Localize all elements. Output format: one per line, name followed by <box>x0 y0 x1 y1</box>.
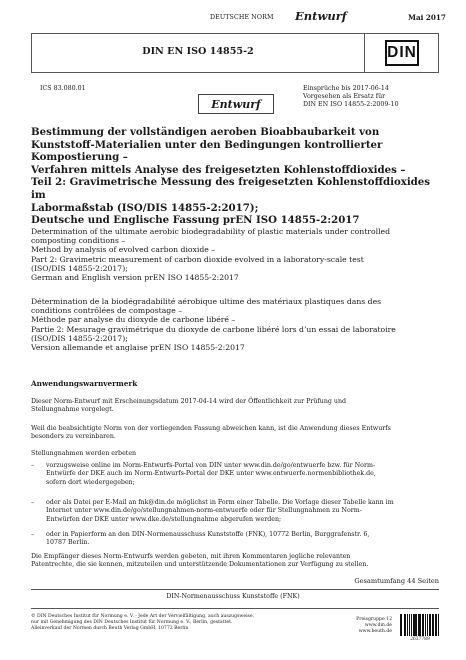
title-line: Determination of the ultimate aerobic biodegradability of plastic materials under controlled <box>31 227 390 236</box>
paragraph-line: Patentrechte, die sie kennen, mitzuteilen und unterstützende Dokumentationen zur Verfügung zu stellen. <box>31 561 369 569</box>
title-line: (ISO/DIS 14855-2:2017); <box>31 263 128 273</box>
paragraph-line: besonders zu vereinbaren. <box>31 433 116 441</box>
title-line: composting conditions – <box>31 236 126 246</box>
doc-id-box <box>31 33 365 73</box>
title-line: Détermination de la biodégradabilité aérobique ultime des matériaux plastiques dans des <box>31 297 382 306</box>
paragraph-line: Dieser Norm-Entwurf mit Erscheinungsdatum 2017-04-14 wird der Öffentlichkeit zur Prüfung und <box>31 398 347 405</box>
title-line: Méthode par analyse du dioxyde de carbone libéré – <box>31 315 236 325</box>
price-info <box>332 617 392 636</box>
paragraph-line: Stellungnahme vorgelegt. <box>31 406 114 414</box>
list-item-line: 10787 Berlin. <box>46 539 90 547</box>
objection-line: DIN EN ISO 14855-2:2009-10 <box>303 101 399 108</box>
title-line: Method by analysis of evolved carbon dioxide – <box>31 245 216 255</box>
title-line: Partie 2: Mesurage gravimétrique du dioxyde de carbone libéré lors d’un essai de laboratoire <box>31 324 396 334</box>
title-line: German and English version prEN ISO 14855-2:2017 <box>31 273 239 283</box>
norm-label: DEUTSCHE NORM <box>210 14 274 21</box>
title-line: Kunststoff-Materialien unter den Bedingungen kontrollierter <box>31 138 383 151</box>
publisher: DIN-Normenausschuss Kunststoffe (FNK) <box>166 593 300 600</box>
price-group: Preisgruppe 12 <box>356 617 392 622</box>
warning-paragraph <box>31 398 439 415</box>
title-line: Verfahren mittels Analyse des freigesetzten Kohlenstoffdioxides – <box>31 163 406 176</box>
list-item <box>31 531 439 548</box>
copyright-line: © DIN Deutsches Institut für Normung e. V. · Jede Art der Vervielfältigung, auch auszugsweise, <box>31 614 255 619</box>
list-item-line: vorzugsweise online im Norm-Entwurfs-Portal von DIN unter www.din.de/go/entwuerfe bzw. für Norm- <box>46 462 376 469</box>
list-item-line: Entwürfen der DKE unter www.dke.de/stellungnahme abgerufen werden; <box>46 515 282 523</box>
list-dash: – <box>31 462 35 469</box>
ics-code: ICS 83.080.01 <box>40 85 86 92</box>
barcode-bar <box>438 614 439 636</box>
total-pages: Gesamtumfang 44 Seiten <box>354 577 439 585</box>
barcode-bar <box>415 614 416 636</box>
warning-paragraph <box>31 425 439 442</box>
title-line: Deutsche und Englische Fassung prEN ISO 14855-2:2017 <box>31 214 360 227</box>
divider <box>31 589 439 590</box>
title-line: Kompostierung – <box>31 151 128 164</box>
din-logo: DIN <box>385 40 419 66</box>
divider <box>31 608 439 609</box>
paragraph-line: Weil die beabsichtigte Norm von der vorliegenden Fassung abweichen kann, ist die Anwendung dieses Entwurfs <box>31 425 391 432</box>
din-link[interactable]: www.din.de <box>364 623 392 629</box>
barcode-bar <box>419 614 421 636</box>
copyright-line: Alleinverkauf der Normen durch Beuth Verlag GmbH, 10772 Berlin <box>31 626 189 632</box>
barcode-bar <box>405 614 406 636</box>
barcode-bar <box>435 614 436 636</box>
title-french <box>31 297 441 352</box>
copyright-notice <box>31 614 321 633</box>
list-item-line: Internet unter www.din.de/go/stellungnahmen-norm-entwuerfe oder für Stellungnahmen zu Norm- <box>46 507 362 515</box>
list-item-line: oder als Datei per E-Mail an fnk@din.de möglichst in Form einer Tabelle. Die Vorlage dieser Tabelle kann im <box>46 499 394 506</box>
title-line: Version allemande et anglaise prEN ISO 14855-2:2017 <box>31 343 245 353</box>
barcode <box>400 614 440 636</box>
doc-id: DIN EN ISO 14855-2 <box>142 46 254 57</box>
list-dash: – <box>31 531 35 538</box>
title-line: Labormaßstab (ISO/DIS 14855-2:2017); <box>31 201 259 214</box>
beuth-link[interactable]: www.beuth.de <box>358 629 392 635</box>
barcode-bar <box>423 614 424 636</box>
copyright-line: nur mit Genehmigung des DIN Deutsches Institut für Normung e. V., Berlin, gestattet. <box>31 620 233 626</box>
comments-intro: Stellungnahmen werden erbeten <box>31 450 137 457</box>
objection-line: Einsprüche bis 2017-06-14 <box>303 85 389 92</box>
list-item <box>31 499 439 524</box>
barcode-bar <box>409 614 410 636</box>
list-item <box>31 462 439 487</box>
title-line: Bestimmung der vollständigen aeroben Bioabbaubarkeit von <box>31 126 380 138</box>
entwurf-label: Entwurf <box>295 9 347 23</box>
title-line: (ISO/DIS 14855-2:2017); <box>31 333 128 343</box>
logo-box <box>365 33 439 73</box>
objection-line: Vorgesehen als Ersatz für <box>303 93 386 100</box>
list-item-line: Entwürfe der DKE auch im Norm-Entwurfs-Portal der DKE unter www.entwuerfe.normenbibliothek.de, <box>46 470 376 478</box>
list-item-line: oder in Papierform an den DIN-Normenausschuss Kunststoffe (FNK), 10772 Berlin, Burggrafenstr. 6, <box>46 531 370 538</box>
warning-heading: Anwendungswarnvermerk <box>31 379 138 388</box>
title-line: Teil 2: Gravimetrische Messung des freigesetzten Kohlenstoffdioxides im <box>31 176 431 201</box>
barcode-number: 2637789 <box>410 637 430 642</box>
title-line: conditions contrôlées de compostage – <box>31 306 183 316</box>
title-german <box>31 126 441 227</box>
patent-paragraph <box>31 553 439 570</box>
barcode-bar <box>413 614 414 636</box>
title-line: Part 2: Gravimetric measurement of carbon dioxide evolved in a laboratory-scale test <box>31 254 364 264</box>
barcode-bar <box>427 614 428 636</box>
paragraph-line: Die Empfänger dieses Norm-Entwurfs werden gebeten, mit ihren Kommentaren jegliche relevanten <box>31 553 351 560</box>
top-header <box>0 9 466 29</box>
barcode-bar <box>401 614 402 636</box>
title-english <box>31 227 441 282</box>
list-dash: – <box>31 499 35 506</box>
objection-info <box>303 85 399 109</box>
barcode-bar <box>430 614 431 636</box>
date-label: Mai 2017 <box>408 13 446 22</box>
list-item-line: sofern dort wiedergegeben; <box>46 478 135 486</box>
entwurf-stamp: Entwurf <box>198 94 274 114</box>
